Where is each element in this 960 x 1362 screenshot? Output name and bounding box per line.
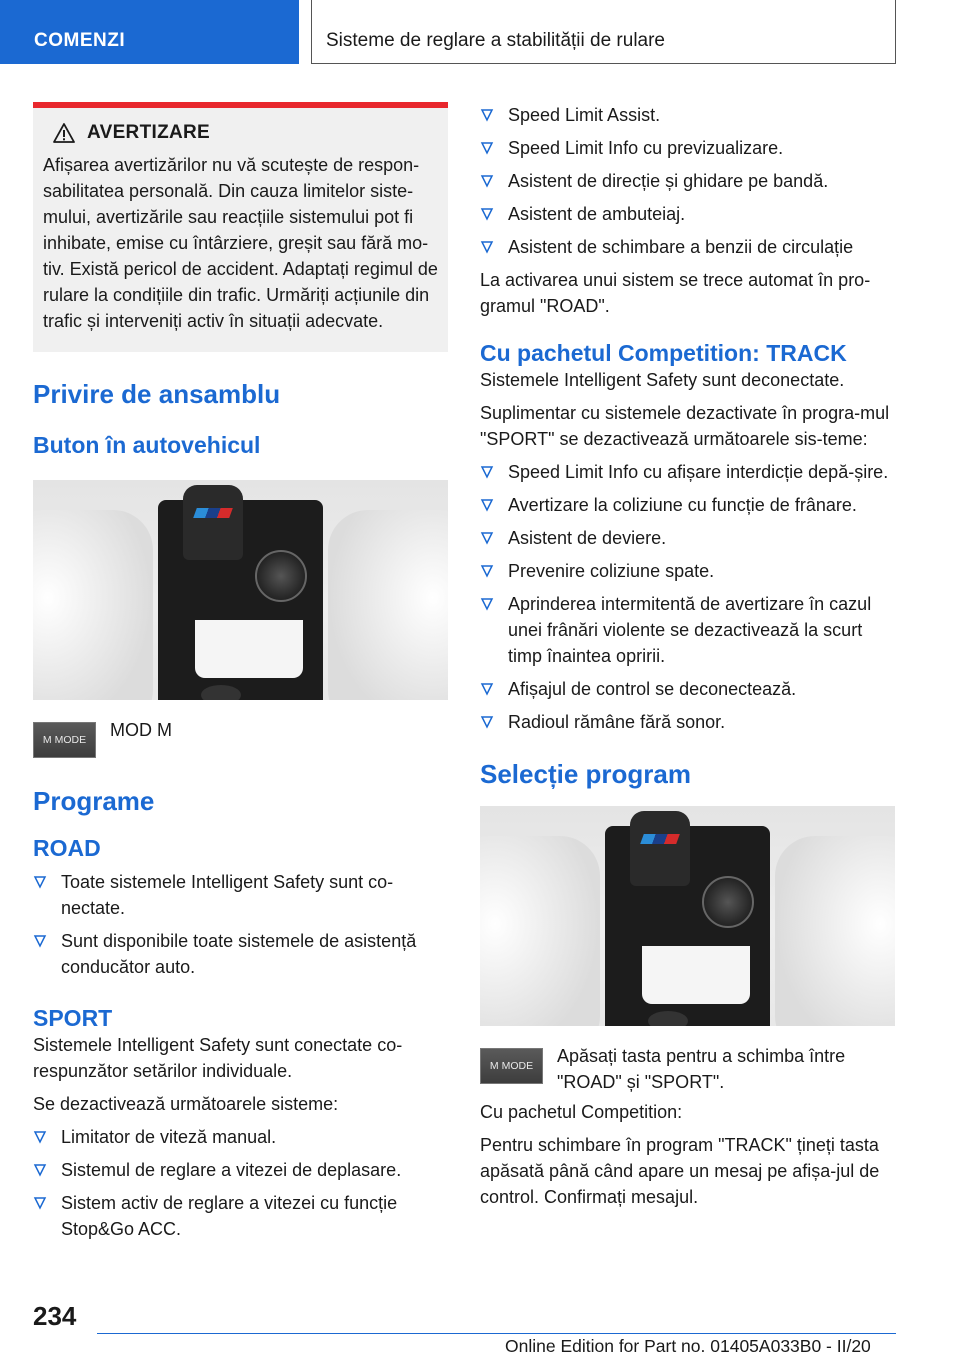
list-item: Sunt disponibile toate sistemele de asistență conducător auto.	[33, 928, 448, 980]
warning-text: Afișarea avertizărilor nu vă scutește de respon-sabilitatea personală. Din cauza limitelor siste-mului, avertizările sau reacțiile sistemului pot fi inhibate, emise cu întârziere, greșit sau fără mo-tiv. Există pericol de accident. Adaptați regimul de rulare la condițiile din trafic. Urmăriți acțiunile din trafic și interveniți activ în situații adecvate.	[43, 155, 438, 331]
sport-heading: SPORT	[33, 1005, 113, 1031]
list-item: Toate sistemele Intelligent Safety sunt co-nectate.	[33, 869, 448, 921]
list-item: Limitator de viteză manual.	[33, 1124, 448, 1150]
bullet-triangle-icon	[480, 715, 494, 729]
list-item: Avertizare la coliziune cu funcție de frânare.	[480, 492, 896, 518]
bullet-triangle-icon	[33, 934, 47, 948]
m-mode-button-icon: M MODE	[480, 1048, 543, 1084]
m-mode-selection-row	[480, 1048, 896, 1095]
competition-text: Pentru schimbare în program "TRACK" țineți tasta apăsată până când apare un mesaj pe afișa-jul de control. Confirmați mesajul.	[480, 1135, 880, 1207]
sport-list	[33, 1124, 448, 1242]
sport-intro: Sistemele Intelligent Safety sunt conectate co-respunzător setărilor individuale.	[33, 1035, 403, 1081]
list-item: Sistemul de reglare a vitezei de deplasare.	[33, 1157, 448, 1183]
road-list	[33, 869, 448, 980]
right-column	[480, 102, 896, 1210]
bullet-triangle-icon	[33, 1196, 47, 1210]
bullet-triangle-icon	[33, 1130, 47, 1144]
sport-deactivated-intro: Se dezactivează următoarele sisteme:	[33, 1094, 339, 1114]
warning-box	[33, 102, 448, 352]
program-selection-image	[480, 806, 895, 1026]
bullet-triangle-icon	[480, 174, 494, 188]
bullet-triangle-icon	[480, 498, 494, 512]
sport-list-continued	[480, 102, 896, 260]
controller-knob-icon	[702, 876, 754, 928]
list-item: Aprinderea intermitentă de avertizare în cazul unei frânări violente se dezactivează la scurt timp înaintea opririi.	[480, 591, 896, 669]
competition-label: Cu pachetul Competition:	[480, 1102, 683, 1122]
bullet-triangle-icon	[480, 531, 494, 545]
m-mode-selection-caption: Apăsați tasta pentru a schimba între "ROAD" și "SPORT".	[557, 1046, 846, 1092]
list-item: Afișajul de control se deconectează.	[480, 676, 896, 702]
footer-divider	[97, 1333, 896, 1334]
program-selection-heading: Selecție program	[480, 759, 691, 789]
m-mode-button-row	[33, 722, 448, 758]
controller-knob-icon	[255, 550, 307, 602]
list-item: Radioul rămâne fără sonor.	[480, 709, 896, 735]
section-tab	[0, 0, 299, 64]
sport-note: La activarea unui sistem se trece automat în pro-gramul "ROAD".	[480, 270, 871, 316]
list-item: Asistent de ambuteiaj.	[480, 201, 896, 227]
m-logo-icon	[640, 834, 680, 844]
left-column	[33, 102, 448, 1242]
bullet-triangle-icon	[480, 564, 494, 578]
warning-triangle-icon	[53, 123, 75, 143]
list-item: Speed Limit Info cu afișare interdicție depă-șire.	[480, 459, 896, 485]
bullet-triangle-icon	[480, 465, 494, 479]
list-item: Asistent de deviere.	[480, 525, 896, 551]
road-heading: ROAD	[33, 835, 101, 861]
list-item: Asistent de schimbare a benzii de circulație	[480, 234, 896, 260]
overview-heading: Privire de ansamblu	[33, 379, 281, 409]
programs-heading: Programe	[33, 786, 155, 816]
bullet-triangle-icon	[480, 240, 494, 254]
bullet-triangle-icon	[33, 875, 47, 889]
bullet-triangle-icon	[480, 597, 494, 611]
bullet-triangle-icon	[480, 141, 494, 155]
list-item: Prevenire coliziune spate.	[480, 558, 896, 584]
m-mode-button-icon: M MODE	[33, 722, 96, 758]
chapter-title: Sisteme de reglare a stabilității de rulare	[326, 30, 666, 51]
track-list	[480, 459, 896, 735]
edition-text: Online Edition for Part no. 01405A033B0 - II/20	[505, 1336, 871, 1356]
bullet-triangle-icon	[33, 1163, 47, 1177]
track-intro: Sistemele Intelligent Safety sunt deconectate.	[480, 370, 845, 390]
m-mode-caption: MOD M	[110, 720, 172, 740]
center-console-image	[33, 480, 448, 700]
track-heading: Cu pachetul Competition: TRACK	[480, 340, 847, 366]
warning-title: AVERTIZARE	[87, 122, 210, 143]
m-logo-icon	[193, 508, 233, 518]
warning-header	[53, 122, 438, 144]
bullet-triangle-icon	[480, 108, 494, 122]
track-additional: Suplimentar cu sistemele dezactivate în progra-mul "SPORT" se dezactivează următoarele sis-teme:	[480, 403, 890, 449]
chapter-header	[311, 0, 896, 64]
list-item: Speed Limit Assist.	[480, 102, 896, 128]
section-title: COMENZI	[34, 30, 126, 51]
bullet-triangle-icon	[480, 207, 494, 221]
page-number: 234	[33, 1301, 77, 1331]
list-item: Sistem activ de reglare a vitezei cu funcție Stop&Go ACC.	[33, 1190, 448, 1242]
bullet-triangle-icon	[480, 682, 494, 696]
list-item: Speed Limit Info cu previzualizare.	[480, 135, 896, 161]
button-in-vehicle-heading: Buton în autovehicul	[33, 432, 261, 458]
list-item: Asistent de direcție și ghidare pe bandă.	[480, 168, 896, 194]
